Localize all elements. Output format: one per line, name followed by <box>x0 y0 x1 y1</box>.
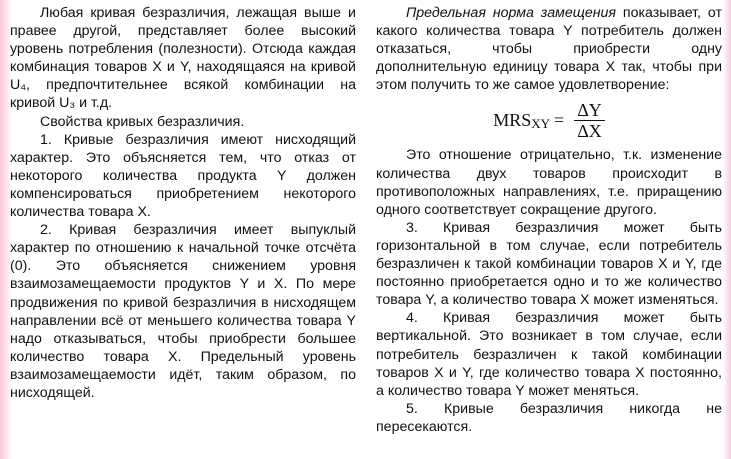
formula-denominator: ΔX <box>577 120 602 141</box>
paragraph-higher-curves: Любая кривая безразличия, лежащая выше и правее другой, представляет более высокий уровень потребления (полезности). Отсюда каждая комбинация товаров X и Y, находящаяся на кривой U₄, предпочтительнее всякой комбинации на кривой U₃ и т.д. <box>10 5 356 112</box>
page-right-decorative-edge <box>723 0 731 459</box>
formula-fraction <box>574 100 605 141</box>
mrs-formula <box>376 94 722 146</box>
left-column <box>10 4 356 402</box>
formula-lhs: MRS <box>493 110 532 131</box>
right-column <box>376 4 722 436</box>
paragraph-mrs-definition <box>376 4 722 94</box>
term-mrs: Предельная норма замещения <box>406 5 616 21</box>
formula-lhs-subscript: XY <box>531 116 551 132</box>
formula-numerator: ΔY <box>577 99 602 120</box>
paragraph-property-2: 2. Кривая безразличия имеет выпуклый характер по отношению к начальной точке отсчёта (0). Это объясняется снижением уровня взаимозамещаемости продуктов Y и X. По мере продвижения по кривой безразличия в нисходящем направлении всё от меньшего количества товара Y надо отказываться, чтобы приобрести большее количество товара X. Предельный уровень взаимозамещаемости идёт, таким образом, по нисходящей. <box>10 222 356 401</box>
formula-equals: = <box>554 110 565 131</box>
paragraph-property-3: 3. Кривая безразличия может быть горизонтальной в том случае, если потребитель безразличен к такой комбинации товаров X и Y, где постоянно приобретается одно и то же количество товара Y, а количество товара X может изменяться. <box>376 219 722 309</box>
mrs-definition-text: показывает, от какого количества товара Y потребитель должен отказаться, чтобы приобрести одну дополнительную единицу товара X так, чтобы при этом получить то же самое удовлетворение: <box>376 5 722 94</box>
paragraph-negative-ratio: Это отношение отрицательно, т.к. изменение количества двух товаров происходит в противоположных направлениях, т.е. приращению одного соответствует сокращение другого. <box>376 147 722 218</box>
paragraph-property-4: 4. Кривая безразличия может быть вертикальной. Это возникает в том случае, если потребитель безразличен к такой комбинации товаров X и Y, где количество товара X постоянно, а количество товара Y может меняться. <box>376 310 722 399</box>
paragraph-properties-heading: Свойства кривых безразличия. <box>40 113 245 130</box>
paragraph-property-5: 5. Кривые безразличия никогда не пересекаются. <box>376 400 722 435</box>
paragraph-property-1: 1. Кривые безразличия имеют нисходящий характер. Это объясняется тем, что отказ от некоторого количества продукта Y должен компенсироваться приобретением некоторого количества товара X. <box>10 131 356 221</box>
